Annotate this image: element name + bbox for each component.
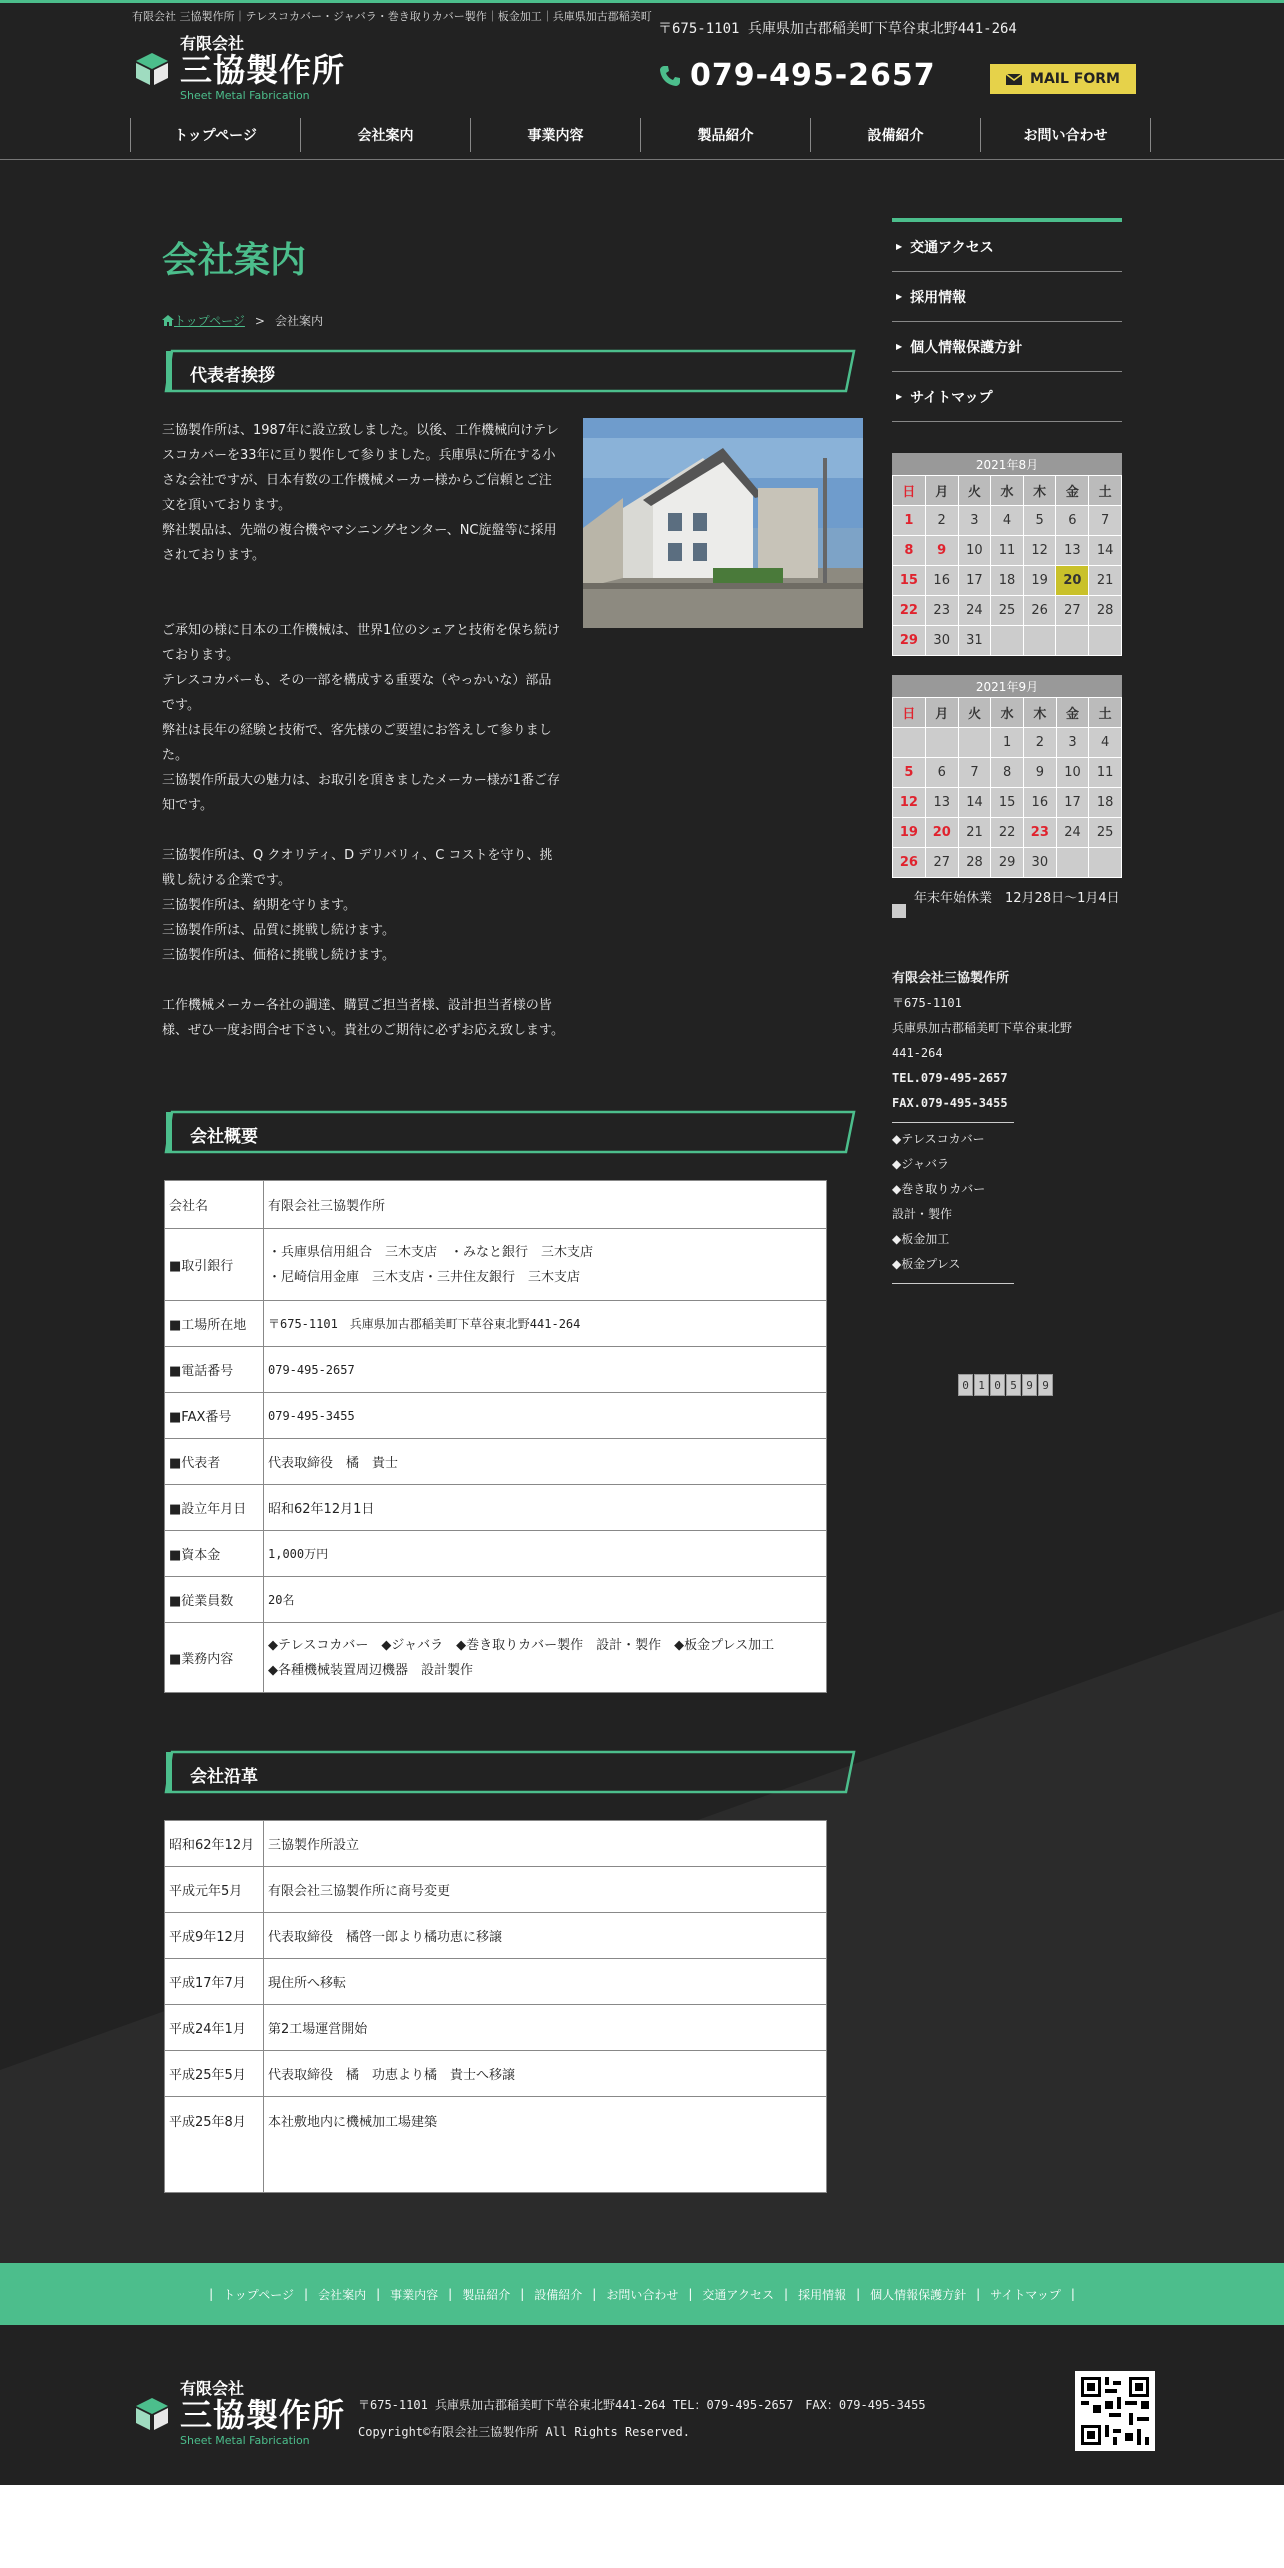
- table-row: [165, 1485, 827, 1531]
- calendar-day: [1056, 848, 1089, 878]
- history-date: 平成9年12月: [165, 1913, 264, 1959]
- calendar-weekday: 金: [1056, 476, 1089, 506]
- calendar-caption: 2021年8月: [892, 453, 1122, 475]
- bank-line: ・兵庫県信用組合 三木支店 ・みなと銀行 三木支店: [268, 1244, 594, 1260]
- calendar-day: 8: [893, 536, 926, 566]
- history-event: 代表取締役 橘 功恵より橘 貴士へ移譲: [264, 2051, 827, 2097]
- calendar-day: 16: [1023, 788, 1056, 818]
- calendar-day: 2: [1023, 728, 1056, 758]
- table-row: [165, 1393, 827, 1439]
- calendar-day: 23: [925, 596, 958, 626]
- nav-item-products[interactable]: 製品紹介: [641, 118, 811, 152]
- calendar-day: 25: [1089, 818, 1122, 848]
- product-item: ◆巻き取りカバー: [892, 1182, 986, 1196]
- footer-link-sitemap[interactable]: サイトマップ: [990, 2287, 1061, 2302]
- history-date: 平成24年1月: [165, 2005, 264, 2051]
- calendar-day: 21: [1089, 566, 1122, 596]
- calendar-day: [958, 728, 991, 758]
- counter-digit: 0: [990, 1374, 1005, 1396]
- calendar-day: 27: [925, 848, 958, 878]
- table-cell-value: [264, 1229, 827, 1301]
- table-row: [165, 1181, 827, 1229]
- product-item: ◆ジャバラ: [892, 1157, 949, 1171]
- calendar-day: 26: [893, 848, 926, 878]
- holiday-legend-swatch: [892, 904, 906, 918]
- breadcrumb-current: 会社案内: [274, 314, 323, 328]
- calendar-day: 30: [925, 626, 958, 656]
- calendar-day: 10: [1056, 758, 1089, 788]
- table-cell-label: ■従業員数: [165, 1577, 264, 1623]
- product-item: ◆板金プレス: [892, 1257, 961, 1271]
- holiday-legend-text: 年末年始休業 12月28日～1月4日: [914, 891, 1120, 906]
- calendar-weekday: 水: [991, 476, 1024, 506]
- calendar-weekday: 月: [925, 476, 958, 506]
- calendar-weekday: 月: [925, 698, 958, 728]
- calendar-day: 2: [925, 506, 958, 536]
- history-date: 平成25年5月: [165, 2051, 264, 2097]
- sidebar-item-sitemap[interactable]: [892, 372, 1122, 422]
- calendar-day: 29: [893, 626, 926, 656]
- calendar-weekday: 土: [1089, 698, 1122, 728]
- calendar-day: 31: [958, 626, 991, 656]
- sidebar-item-privacy[interactable]: [892, 322, 1122, 372]
- history-event: 第2工場運営開始: [264, 2005, 827, 2051]
- greeting-paragraph: 三協製作所最大の魅力は、お取引を頂きましたメーカー様が1番ご存知です。: [162, 773, 561, 813]
- sidebar-company-info: [892, 966, 1122, 1288]
- calendar-day: 27: [1056, 596, 1089, 626]
- greeting-heading: 代表者挨拶: [190, 366, 275, 386]
- product-item: ◆テレスコカバー: [892, 1132, 985, 1146]
- history-date: 平成25年8月: [165, 2097, 264, 2193]
- calendar-day: 1: [893, 506, 926, 536]
- history-date: 平成17年7月: [165, 1959, 264, 2005]
- calendar-day: 13: [1056, 536, 1089, 566]
- company-address-line: 兵庫県加古郡稲美町下草谷東北野: [892, 1021, 1073, 1035]
- calendar-day: 4: [1089, 728, 1122, 758]
- table-cell-label: ■業務内容: [165, 1623, 264, 1693]
- greeting-heading-box: [164, 349, 856, 393]
- calendar-day: 22: [893, 596, 926, 626]
- calendar-day: 12: [893, 788, 926, 818]
- table-row: [165, 1531, 827, 1577]
- logo-english-text: Sheet Metal Fabrication: [180, 89, 310, 102]
- divider: [892, 1122, 1014, 1123]
- site-logo[interactable]: [132, 36, 345, 101]
- calendar-day: [1023, 626, 1056, 656]
- table-row: [165, 1301, 827, 1347]
- company-fax: FAX.079-495-3455: [892, 1096, 1008, 1110]
- table-cell-label: ■取引銀行: [165, 1229, 264, 1301]
- nav-item-business[interactable]: 事業内容: [471, 118, 641, 152]
- calendar-day: 6: [1056, 506, 1089, 536]
- history-event: 三協製作所設立: [264, 1821, 827, 1867]
- main-nav: [130, 118, 1151, 152]
- counter-digit: 9: [1022, 1374, 1037, 1396]
- breadcrumb-separator: >: [254, 313, 265, 328]
- calendar-day: [1089, 848, 1122, 878]
- triangle-right-icon: ▶: [896, 242, 903, 251]
- calendar-day: 20: [1056, 566, 1089, 596]
- breadcrumb-home-link[interactable]: [162, 312, 245, 329]
- calendar-august: [892, 453, 1122, 656]
- table-row: [165, 2097, 827, 2193]
- calendar-day: 21: [958, 818, 991, 848]
- top-accent-line: [0, 0, 1284, 3]
- calendar-day: 17: [1056, 788, 1089, 818]
- greeting-paragraph: 三協製作所は、1987年に設立致しました。以後、工作機械向けテレスコカバーを33年に亘り製作して参りました。兵庫県に所在する小さな会社ですが、日本有数の工作機械メーカー様からご信頼とご注文を頂いております。: [162, 423, 559, 513]
- footer-link-company[interactable]: 会社案内: [318, 2287, 367, 2302]
- triangle-right-icon: ▶: [896, 342, 903, 351]
- calendar-weekday: 木: [1023, 476, 1056, 506]
- calendar-weekday: 水: [991, 698, 1024, 728]
- calendar-day: 23: [1023, 818, 1056, 848]
- sidebar-item-recruit[interactable]: [892, 272, 1122, 322]
- calendar-day: 11: [1089, 758, 1122, 788]
- calendar-day: 17: [958, 566, 991, 596]
- history-event: 現住所へ移転: [264, 1959, 827, 2005]
- calendar-day: 22: [991, 818, 1024, 848]
- calendar-weekday: 日: [893, 698, 926, 728]
- calendar-day: 19: [1023, 566, 1056, 596]
- greeting-paragraph: ご承知の様に日本の工作機械は、世界1位のシェアと技術を保ち続けております。: [162, 623, 561, 663]
- history-table: [164, 1820, 827, 2193]
- calendar-day: 10: [958, 536, 991, 566]
- calendar-weekday: 金: [1056, 698, 1089, 728]
- sidebar-item-label: 交通アクセス: [910, 239, 994, 256]
- logo-company-name: 三協製作所: [180, 2396, 346, 2434]
- table-row: [165, 1959, 827, 2005]
- counter-digit: 5: [1006, 1374, 1021, 1396]
- footer-copyright: Copyright©有限会社三協製作所 All Rights Reserved.: [358, 2425, 690, 2439]
- mail-form-button[interactable]: [990, 64, 1136, 94]
- greeting-paragraph: 三協製作所は、価格に挑戦し続けます。: [162, 948, 395, 963]
- logo-mark-icon: [132, 2394, 172, 2434]
- history-event: 有限会社三協製作所に商号変更: [264, 1867, 827, 1913]
- calendar-day: [1089, 626, 1122, 656]
- company-name: 有限会社三協製作所: [892, 971, 1010, 986]
- envelope-icon: [1006, 74, 1022, 85]
- greeting-paragraph: 三協製作所は、品質に挑戦し続けます。: [162, 923, 395, 938]
- table-cell-value: 有限会社三協製作所: [264, 1181, 827, 1229]
- calendar-day: [1056, 626, 1089, 656]
- calendar-day: 28: [1089, 596, 1122, 626]
- calendar-day: 24: [958, 596, 991, 626]
- calendar-day: 4: [991, 506, 1024, 536]
- table-cell-value: 1,000万円: [264, 1531, 827, 1577]
- phone-icon: [658, 64, 682, 88]
- table-cell-label: ■工場所在地: [165, 1301, 264, 1347]
- sidebar-item-label: 個人情報保護方針: [910, 339, 1023, 356]
- history-heading-box: [164, 1750, 856, 1794]
- nav-divider: [0, 159, 1284, 160]
- table-row: [165, 1229, 827, 1301]
- table-cell-value: 昭和62年12月1日: [264, 1485, 827, 1531]
- footer-link-contact[interactable]: お問い合わせ: [606, 2287, 679, 2302]
- divider: [892, 1283, 1014, 1284]
- table-cell-value: 079-495-2657: [264, 1347, 827, 1393]
- calendar-september: [892, 675, 1122, 878]
- table-row: [165, 1821, 827, 1867]
- table-row: [165, 1913, 827, 1959]
- product-item: ◆板金加工: [892, 1232, 950, 1246]
- overview-heading: 会社概要: [190, 1127, 258, 1147]
- calendar-day: 5: [1023, 506, 1056, 536]
- history-event: 本社敷地内に機械加工場建築: [264, 2097, 827, 2193]
- calendar-day: 18: [1089, 788, 1122, 818]
- footer-info: [358, 2392, 926, 2446]
- triangle-right-icon: ▶: [896, 392, 903, 401]
- overview-heading-box: [164, 1110, 856, 1154]
- footer-link-band: | トップページ | 会社案内 | 事業内容 | 製品紹介 | 設備紹介 | お問い合わせ | 交通アクセス | 採用情報 | 個人情報保護方針 | サイトマップ |: [0, 2263, 1284, 2325]
- table-cell-label: ■設立年月日: [165, 1485, 264, 1531]
- calendar-day: 3: [1056, 728, 1089, 758]
- calendar-day: 11: [991, 536, 1024, 566]
- table-row: [165, 1577, 827, 1623]
- calendar-day: 14: [1089, 536, 1122, 566]
- company-zip: 〒675-1101: [892, 996, 962, 1010]
- nav-item-company[interactable]: 会社案内: [301, 118, 471, 152]
- mail-form-label: MAIL FORM: [1030, 71, 1120, 87]
- history-date: 昭和62年12月: [165, 1821, 264, 1867]
- footer-link-products[interactable]: 製品紹介: [462, 2287, 511, 2302]
- greeting-paragraph: テレスコカバーも、その一部を構成する重要な（やっかいな）部品です。: [162, 673, 552, 713]
- calendar-day: 20: [925, 818, 958, 848]
- table-cell-label: ■電話番号: [165, 1347, 264, 1393]
- calendar-day: 9: [925, 536, 958, 566]
- table-row: [165, 2051, 827, 2097]
- calendar-day: 24: [1056, 818, 1089, 848]
- table-row: [165, 1867, 827, 1913]
- greeting-paragraph: 三協製作所は、納期を守ります。: [162, 898, 356, 913]
- footer-link-business[interactable]: 事業内容: [390, 2287, 439, 2302]
- sidebar-links: [892, 218, 1122, 422]
- calendar-day: [925, 728, 958, 758]
- calendar-day: 12: [1023, 536, 1056, 566]
- breadcrumb: [162, 312, 323, 329]
- calendar-day: [893, 728, 926, 758]
- table-row: [165, 1347, 827, 1393]
- logo-small-text: 有限会社: [180, 2379, 245, 2398]
- calendar-weekday: 日: [893, 476, 926, 506]
- logo-company-name: 三協製作所: [180, 51, 346, 89]
- greeting-paragraph: 三協製作所は、Q クオリティ、D デリバリィ、C コストを守り、挑戦し続ける企業です。: [162, 848, 553, 888]
- table-cell-value: [264, 1623, 827, 1693]
- home-icon: [162, 315, 174, 326]
- history-heading: 会社沿革: [190, 1767, 258, 1787]
- triangle-right-icon: ▶: [896, 292, 903, 301]
- table-cell-value: 079-495-3455: [264, 1393, 827, 1439]
- calendar-day: 19: [893, 818, 926, 848]
- company-tel: TEL.079-495-2657: [892, 1071, 1008, 1085]
- counter-digit: 0: [958, 1374, 973, 1396]
- table-cell-label: ■FAX番号: [165, 1393, 264, 1439]
- business-line: ◆各種機械装置周辺機器 設計製作: [268, 1662, 473, 1678]
- calendar-day: 25: [991, 596, 1024, 626]
- calendar-day: 5: [893, 758, 926, 788]
- calendar-day: 3: [958, 506, 991, 536]
- calendar-day: 26: [1023, 596, 1056, 626]
- calendar-day: 7: [1089, 506, 1122, 536]
- greeting-paragraph: 工作機械メーカー各社の調達、購買ご担当者様、設計担当者様の皆様、ぜひ一度お問合せ下さい。貴社のご期待に必ずお応え致します。: [162, 998, 564, 1038]
- calendar-caption: 2021年9月: [892, 675, 1122, 697]
- qr-code: [1075, 2371, 1155, 2451]
- greeting-paragraph: 弊社は長年の経験と技術で、客先様のご要望にお答えして参りました。: [162, 723, 552, 763]
- greeting-paragraph: 弊社製品は、先端の複合機やマシニングセンター、NC旋盤等に採用されております。: [162, 523, 557, 563]
- calendar-day: 16: [925, 566, 958, 596]
- history-date: 平成元年5月: [165, 1867, 264, 1913]
- footer-address: 〒675-1101 兵庫県加古郡稲美町下草谷東北野441-264 TEL：079-495-2657 FAX：079-495-3455: [358, 2398, 926, 2412]
- calendar-day: 6: [925, 758, 958, 788]
- table-cell-value: 〒675-1101 兵庫県加古郡稲美町下草谷東北野441-264: [264, 1301, 827, 1347]
- counter-digit: 9: [1038, 1374, 1053, 1396]
- history-event: 代表取締役 橘啓一郎より橘功恵に移譲: [264, 1913, 827, 1959]
- table-cell-label: ■資本金: [165, 1531, 264, 1577]
- nav-item-top[interactable]: トップページ: [131, 118, 301, 152]
- table-cell-value: 20名: [264, 1577, 827, 1623]
- header-address: 〒675-1101 兵庫県加古郡稲美町下草谷東北野441-264: [658, 21, 1017, 37]
- footer-link-access[interactable]: 交通アクセス: [702, 2287, 775, 2302]
- table-row: [165, 1439, 827, 1485]
- footer-link-recruit[interactable]: 採用情報: [798, 2287, 847, 2302]
- calendar-grid: [892, 697, 1122, 878]
- calendar-day: 14: [958, 788, 991, 818]
- greeting-text: [162, 418, 564, 1043]
- logo-small-text: 有限会社: [180, 34, 245, 53]
- calendar-day: 8: [991, 758, 1024, 788]
- business-line: ◆テレスコカバー ◆ジャバラ ◆巻き取りカバー製作 設計・製作 ◆板金プレス加工: [268, 1637, 775, 1653]
- bank-line: ・尼崎信用金庫 三木支店・三井住友銀行 三木支店: [268, 1269, 581, 1285]
- calendar-day: 7: [958, 758, 991, 788]
- table-cell-label: 会社名: [165, 1181, 264, 1229]
- calendar-day: 29: [991, 848, 1024, 878]
- calendar-day: [991, 626, 1024, 656]
- calendar-day: 15: [991, 788, 1024, 818]
- calendar-day: 13: [925, 788, 958, 818]
- factory-photo: [583, 418, 863, 628]
- footer-link-top[interactable]: トップページ: [223, 2287, 295, 2302]
- sidebar-item-access[interactable]: [892, 222, 1122, 272]
- breadcrumb-home-label: トップページ: [174, 314, 245, 328]
- calendar-weekday: 木: [1023, 698, 1056, 728]
- calendar-day: 9: [1023, 758, 1056, 788]
- logo-english-text: Sheet Metal Fabrication: [180, 2434, 310, 2447]
- calendar-day: 1: [991, 728, 1024, 758]
- calendar-day: 30: [1023, 848, 1056, 878]
- sidebar-item-label: 採用情報: [910, 289, 967, 306]
- product-item: 設計・製作: [892, 1207, 953, 1221]
- header-phone[interactable]: [658, 58, 936, 93]
- access-counter: [958, 1374, 1054, 1396]
- table-row: [165, 1623, 827, 1693]
- phone-number: 079-495-2657: [690, 58, 936, 93]
- company-address-line: 441-264: [892, 1046, 943, 1060]
- calendar-day: 18: [991, 566, 1024, 596]
- footer-link-privacy[interactable]: 個人情報保護方針: [870, 2287, 967, 2302]
- calendar-weekday: 火: [958, 698, 991, 728]
- site-tagline: 有限会社 三協製作所｜テレスコカバー・ジャバラ・巻き取りカバー製作｜板金加工｜兵庫県加古郡稲美町: [132, 10, 652, 23]
- counter-digit: 1: [974, 1374, 989, 1396]
- table-row: [165, 2005, 827, 2051]
- nav-item-contact[interactable]: お問い合わせ: [981, 118, 1151, 152]
- table-cell-label: ■代表者: [165, 1439, 264, 1485]
- footer-logo[interactable]: [132, 2381, 345, 2446]
- calendar-day: 28: [958, 848, 991, 878]
- page-title: 会社案内: [162, 240, 307, 281]
- calendar-grid: [892, 475, 1122, 656]
- footer-link-equipment[interactable]: 設備紹介: [534, 2287, 583, 2302]
- table-cell-value: 代表取締役 橘 貴士: [264, 1439, 827, 1485]
- nav-item-equipment[interactable]: 設備紹介: [811, 118, 981, 152]
- calendar-day: 15: [893, 566, 926, 596]
- overview-table: [164, 1180, 827, 1693]
- logo-mark-icon: [132, 49, 172, 89]
- calendar-weekday: 火: [958, 476, 991, 506]
- calendar-weekday: 土: [1089, 476, 1122, 506]
- holiday-legend: [892, 888, 1122, 918]
- sidebar-item-label: サイトマップ: [910, 389, 993, 406]
